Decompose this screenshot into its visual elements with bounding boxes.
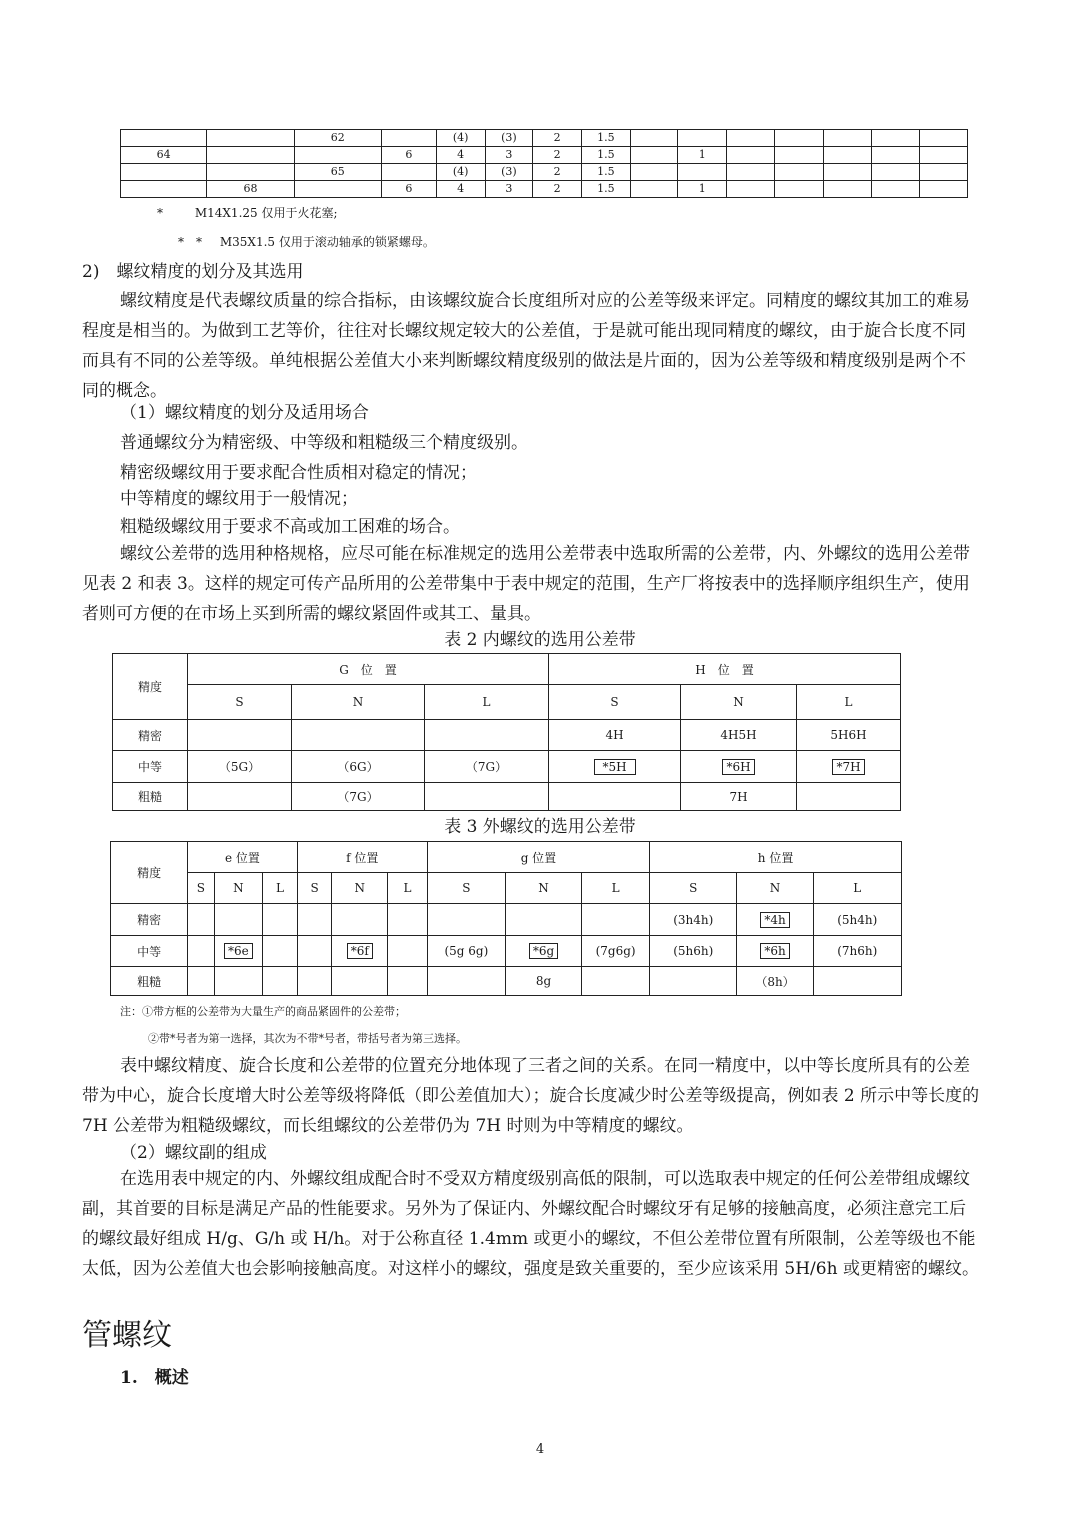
g-position-header: G 位 置 [188, 654, 549, 685]
length-l: L [813, 873, 901, 904]
length-n: N [332, 873, 388, 904]
cell: 4H5H [681, 720, 797, 751]
table-cell [774, 147, 823, 164]
table-row [121, 147, 968, 164]
table-cell [727, 130, 775, 147]
cell [797, 751, 901, 783]
subheading-thread-pair: （2）螺纹副的组成 [120, 1143, 267, 1163]
text-line: 精密级螺纹用于要求配合性质相对稳定的情况； [120, 463, 477, 483]
table-cell: 1.5 [581, 130, 630, 147]
table-cell [678, 130, 727, 147]
cell: （7G） [425, 751, 549, 783]
h-position-header: H 位 置 [549, 654, 901, 685]
section-title-pipe-thread: 管螺纹 [82, 1318, 172, 1353]
section-heading-precision: 2) 螺纹精度的划分及其选用 [82, 262, 304, 282]
row-label: 粗糙 [111, 967, 188, 996]
table-cell [823, 147, 872, 164]
table-cell: 2 [533, 147, 582, 164]
table-cell: 1.5 [581, 164, 630, 181]
table-cell: 1 [678, 147, 727, 164]
table-cell [381, 164, 436, 181]
length-l: L [582, 873, 650, 904]
cell [681, 751, 797, 783]
paragraph-precision-intro: 螺纹精度是代表螺纹质量的综合指标，由该螺纹旋合长度组所对应的公差等级来评定。同精度的螺纹其加工的难易程度是相当的。为做到工艺等价，往往对长螺纹规定较大的公差值，于是就可能出现同精度的螺纹，由于旋合长度不同而具有不同的公差等级。单纯根据公差值大小来判断螺纹精度级别的做法是片面的，因为公差等级和精度级别是两个不同的概念。 [82, 291, 970, 401]
cell [737, 904, 813, 936]
paragraph-relationship: 表中螺纹精度、旋合长度和公差带的位置充分地体现了三者之间的关系。在同一精度中，以中等长度所具有的公差带为中心，旋合长度增大时公差等级将降低（即公差值加大）；旋合长度减少时公差等级提高，例如表 2 所示中等长度的 7H 公差带为粗糙级螺纹，而长组螺纹的公差带仍为 7H 时则为中等精度的螺纹。 [82, 1056, 980, 1136]
boxed-tolerance: *6h [760, 943, 789, 959]
table-cell: 68 [207, 181, 294, 198]
table-cell [294, 181, 381, 198]
boxed-tolerance: *6e [224, 943, 253, 959]
table-cell [207, 130, 294, 147]
table-cell [121, 130, 207, 147]
thread-series-table [120, 129, 968, 198]
table-cell: (3) [485, 164, 533, 181]
table3-note-1: 注：①带方框的公差带为大量生产的商品紧固件的公差带； [120, 1005, 406, 1018]
table-cell [207, 164, 294, 181]
row-label: 精密 [111, 904, 188, 936]
table-cell: 6 [381, 181, 436, 198]
length-l: L [797, 685, 901, 720]
cell: （7G） [292, 783, 425, 811]
length-n: N [681, 685, 797, 720]
table3-note-2: ②带*号者为第一选择，其次为不带*号者，带括号者为第三选择。 [148, 1032, 467, 1045]
length-s: S [188, 685, 292, 720]
table-cell [872, 130, 920, 147]
table-cell [381, 130, 436, 147]
table-cell [727, 164, 775, 181]
table-cell [920, 147, 968, 164]
f-position-header: f 位置 [297, 842, 427, 873]
table-cell [920, 164, 968, 181]
table2-caption: 表 2 内螺纹的选用公差带 [444, 630, 636, 650]
cell: (5g 6g) [427, 936, 505, 967]
table-cell: 1.5 [581, 181, 630, 198]
internal-thread-tolerance-table [112, 653, 901, 811]
length-s: S [549, 685, 681, 720]
g-position-header: g 位置 [427, 842, 649, 873]
length-s: S [427, 873, 505, 904]
length-s: S [297, 873, 332, 904]
subheading-precision-classes: （1）螺纹精度的划分及适用场合 [120, 403, 369, 423]
table-cell [920, 181, 968, 198]
e-position-header: e 位置 [188, 842, 298, 873]
boxed-tolerance: *6H [722, 759, 754, 775]
footnote-spark-plug: * M14X1.25 仅用于火花塞; [157, 206, 338, 220]
text-line: 中等精度的螺纹用于一般情况； [120, 489, 358, 509]
external-thread-tolerance-table [110, 841, 902, 996]
table-cell [823, 164, 872, 181]
h-position-header: h 位置 [650, 842, 902, 873]
table-cell: (4) [436, 130, 485, 147]
table-cell [872, 164, 920, 181]
table-cell [630, 130, 678, 147]
table-cell [678, 164, 727, 181]
cell: (3h4h) [650, 904, 737, 936]
boxed-tolerance: *6g [529, 943, 558, 959]
table-cell: 64 [121, 147, 207, 164]
length-l: L [425, 685, 549, 720]
text-line: 粗糙级螺纹用于要求不高或加工困难的场合。 [120, 517, 460, 537]
table-cell [823, 130, 872, 147]
boxed-tolerance: *4h [760, 912, 789, 928]
table-cell: 4 [436, 181, 485, 198]
table-cell: 3 [485, 181, 533, 198]
table-cell [774, 164, 823, 181]
cell [214, 936, 263, 967]
table-cell: 65 [294, 164, 381, 181]
table-cell [207, 147, 294, 164]
col-precision: 精度 [113, 654, 188, 720]
table-row [121, 164, 968, 181]
table-cell: 2 [533, 130, 582, 147]
text-line: 普通螺纹分为精密级、中等级和粗糙级三个精度级别。 [120, 433, 528, 453]
length-l: L [263, 873, 298, 904]
table-cell [294, 147, 381, 164]
cell: 5H6H [797, 720, 901, 751]
table-cell: 1 [678, 181, 727, 198]
table-cell: 62 [294, 130, 381, 147]
cell: 7H [681, 783, 797, 811]
table-cell [121, 164, 207, 181]
length-l: L [388, 873, 428, 904]
table-cell: (4) [436, 164, 485, 181]
length-n: N [505, 873, 581, 904]
boxed-tolerance: *7H [832, 759, 864, 775]
row-label: 粗糙 [113, 783, 188, 811]
table-row [121, 181, 968, 198]
length-s: S [188, 873, 214, 904]
table-cell [630, 164, 678, 181]
table-cell [872, 147, 920, 164]
paragraph-thread-pair: 在选用表中规定的内、外螺纹组成配合时不受双方精度级别高低的限制，可以选取表中规定的任何公差带组成螺纹副，其首要的目标是满足产品的性能要求。另外为了保证内、外螺纹配合时螺纹牙有足够的接触高度，必须注意完工后的螺纹最好组成 H/g、G/h 或 H/h。对于公称直径 1.4mm 或更小的螺纹，不但公差带位置有所限制，公差等级也不能太低，因为公差值大也会影响接触高度。对这样小的螺纹，强度是致关重要的，至少应该采用 5H/6h 或更精密的螺纹。 [82, 1169, 979, 1279]
cell [332, 936, 388, 967]
length-n: N [214, 873, 263, 904]
table-cell [630, 181, 678, 198]
cell: （5G） [188, 751, 292, 783]
col-precision: 精度 [111, 842, 188, 904]
cell: (7h6h) [813, 936, 901, 967]
row-label: 中等 [113, 751, 188, 783]
boxed-tolerance: *5H [594, 759, 636, 775]
subsection-overview: 1. 概述 [120, 1368, 189, 1388]
table-cell [727, 147, 775, 164]
table-cell [920, 130, 968, 147]
table-cell: 2 [533, 181, 582, 198]
paragraph-tolerance-selection: 螺纹公差带的选用种格规格，应尽可能在标准规定的选用公差带表中选取所需的公差带，内、外螺纹的选用公差带见表 2 和表 3。这样的规定可传产品所用的公差带集中于表中规定的范围，生产厂将按表中的选择顺序组织生产，使用者则可方便的在市场上买到所需的螺纹紧固件或其工、量具。 [82, 544, 970, 624]
length-n: N [737, 873, 813, 904]
table-cell: (3) [485, 130, 533, 147]
table-cell [121, 181, 207, 198]
table-cell [774, 130, 823, 147]
table-row [121, 130, 968, 147]
table-cell [872, 181, 920, 198]
table-cell [774, 181, 823, 198]
table-cell: 3 [485, 147, 533, 164]
boxed-tolerance: *6f [347, 943, 373, 959]
cell: （8h） [737, 967, 813, 996]
table-cell [630, 147, 678, 164]
cell [737, 936, 813, 967]
footnote-bearing-nut: * * M35X1.5 仅用于滚动轴承的锁紧螺母。 [178, 235, 435, 249]
table-cell: 6 [381, 147, 436, 164]
table-cell [727, 181, 775, 198]
cell: 4H [549, 720, 681, 751]
page-number: 4 [535, 1442, 545, 1457]
cell [505, 936, 581, 967]
table-cell [823, 181, 872, 198]
row-label: 精密 [113, 720, 188, 751]
table-cell: 4 [436, 147, 485, 164]
row-label: 中等 [111, 936, 188, 967]
table3-caption: 表 3 外螺纹的选用公差带 [444, 817, 636, 837]
cell: (5h6h) [650, 936, 737, 967]
length-n: N [292, 685, 425, 720]
cell [549, 751, 681, 783]
cell: （6G） [292, 751, 425, 783]
cell: (5h4h) [813, 904, 901, 936]
length-s: S [650, 873, 737, 904]
cell: 8g [505, 967, 581, 996]
table-cell: 2 [533, 164, 582, 181]
cell: (7g6g) [582, 936, 650, 967]
table-cell: 1.5 [581, 147, 630, 164]
